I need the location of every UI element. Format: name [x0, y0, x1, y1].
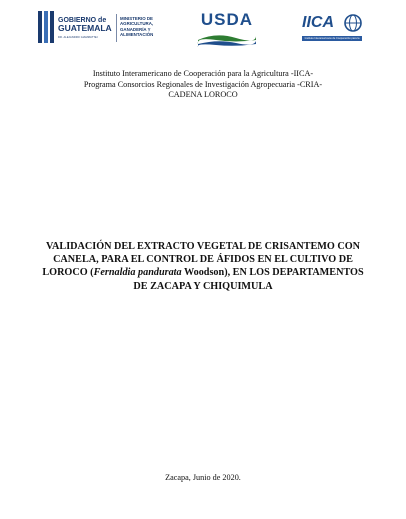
ministry-line: AGRICULTURA, — [120, 21, 154, 27]
institution-header — [0, 69, 406, 101]
logo-bar — [38, 8, 362, 50]
iica-tagline-bar — [302, 36, 362, 45]
institution-line: CADENA LOROCO — [168, 90, 238, 99]
ministry-line: ALIMENTACIÓN — [120, 32, 154, 38]
title-species: Fernaldia pandurata — [93, 267, 182, 279]
ministry-line: GANADERÍA Y — [120, 26, 151, 32]
globe-icon — [344, 14, 362, 32]
title-part-2: Woodson), EN LOS DEPARTAMENTOS DE ZACAPA Y CHIQUIMULA — [133, 267, 364, 292]
ministry-line: MINISTERIO DE — [120, 16, 153, 21]
guatemala-government-logo — [38, 8, 170, 50]
guatemala-logo-line1: GOBIERNO de — [58, 17, 107, 24]
document-title — [38, 240, 368, 293]
usda-logo — [196, 10, 258, 46]
iica-logo-text: IICA — [302, 14, 334, 31]
guatemala-logo-subtitle: DR. ALEJANDRO GIAMMATTEI — [58, 36, 98, 39]
institution-line: Programa Consorcios Regionales de Investigación Agropecuaria -CRIA- — [83, 79, 323, 89]
institution-line: Instituto Interamericano de Cooperación para la Agricultura -IICA- — [92, 69, 314, 78]
usda-landscape-icon — [196, 30, 258, 48]
usda-logo-text: USDA — [200, 10, 254, 29]
guatemala-emblem-icon — [38, 11, 54, 43]
logo-divider — [116, 14, 117, 42]
iica-logo — [302, 12, 362, 46]
guatemala-logo-line2: GUATEMALA — [58, 23, 112, 33]
title-part-1: VALIDACIÓN DEL EXTRACTO VEGETAL DE CRISANTEMO CON CANELA, PARA EL CONTROL DE ÁFIDOS EN EL CULTIVO DE LOROCO ( — [42, 241, 360, 279]
maga-ministry-text — [120, 16, 170, 38]
place-and-date: Zacapa, Junio de 2020. — [165, 473, 241, 482]
iica-tagline: Instituto Interamericano de Cooperación para la Agricultura — [304, 37, 360, 45]
